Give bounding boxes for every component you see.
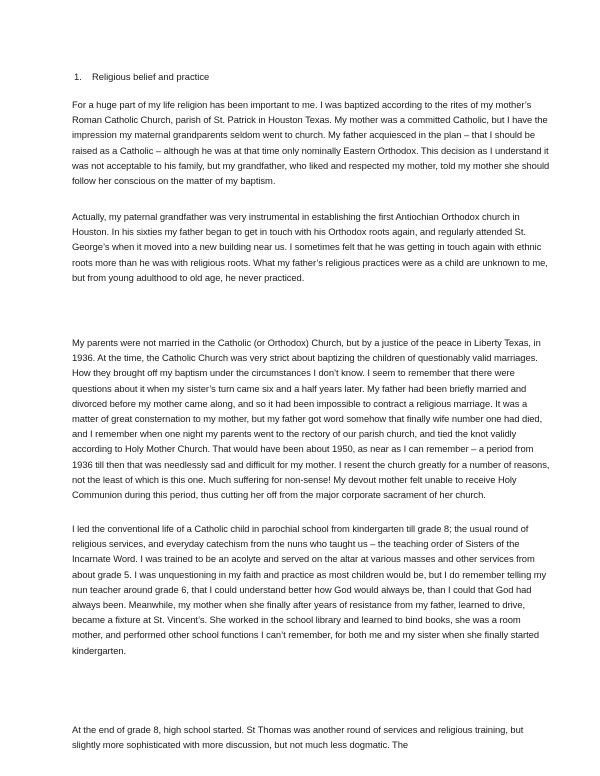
paragraph-baptism: For a huge part of my life religion has been important to me. I was baptized according to the rites of my mother’s Roman Catholic Church, parish of St. Patrick in Houston Texas. My mother was a committed Catholic, but I have the impression my maternal grandparents seldom went to church. My father acquiesced in the plan – that I should be raised as a Catholic – although he was at that time only nominally Eastern Orthodox. This decision as I understand it was not acceptable to his family, but my grandfather, who liked and respected my mother, told my mother she should follow her conscious on the matter of my baptism. bbox=[72, 99, 550, 187]
paragraph-parents-marriage: My parents were not married in the Catholic (or Orthodox) Church, but by a justice of the peace in Liberty Texas, in 1936. At the time, the Catholic Church was very strict about baptizing the children of questionably valid marriages. How they brought off my baptism under the circumstances I don’t know. I seem to remember that there were questions about it when my sister’s turn came six and a half years later. My father had been briefly married and divorced before my mother came along, and so it had been impossible to contract a religious marriage. It was a matter of great consternation to my mother, but my father got word somehow that finally wife number one had died, and I remember when one night my parents went to the rectory of our parish church, and tied the knot validly according to Holy Mother Church. That would have been about 1950, as near as I can remember – a period from 1936 till then that was needlessly sad and difficult for my mother. I resent the church greatly for a number of reasons, not the least of which is this one. Much suffering for non-sense! My devout mother felt unable to receive Holy Communion during this period, thus cutting her off from the major corporate sacrament of her church. bbox=[72, 337, 550, 501]
paragraph-grandfather: Actually, my paternal grandfather was very instrumental in establishing the first Antiochian Orthodox church in Houston. In his sixties my father began to get in touch with his Orthodox roots again, and regularly attended St. George’s when it moved into a new building near us. I sometimes felt that he was getting in touch again with ethnic roots more than he was with religious roots. What my father’s religious practices were as a child are unknown to me, but from young adulthood to old age, he never practiced. bbox=[72, 211, 548, 283]
section-heading bbox=[74, 71, 209, 83]
section-title: Religious belief and practice bbox=[92, 71, 210, 82]
paragraph-parochial-school: I led the conventional life of a Catholic child in parochial school from kindergarten till grade 8; the usual round of religious services, and everyday catechism from the nuns who taught us – the teaching order of Sisters of the Incarnate Word. I was trained to be an acolyte and served on the altar at various masses and other services from about grade 5. I was unquestioning in my faith and practice as most children would be, but I do remember telling my nun teacher around grade 6, that I could understand better how God would always be, than I could that God had always been. Meanwhile, my mother when she finally after years of resistance from my father, learned to drive, became a fixture at St. Vincent’s. She worked in the school library and learned to bind books, she was a room mother, and performed other school functions I can’t remember, for both me and my sister when she finally started kindergarten. bbox=[72, 523, 547, 656]
paragraph-high-school: At the end of grade 8, high school started. St Thomas was another round of services and religious training, but slightly more sophisticated with more discussion, but not much less dogmatic. The bbox=[72, 724, 524, 751]
section-number: 1. bbox=[74, 71, 82, 82]
